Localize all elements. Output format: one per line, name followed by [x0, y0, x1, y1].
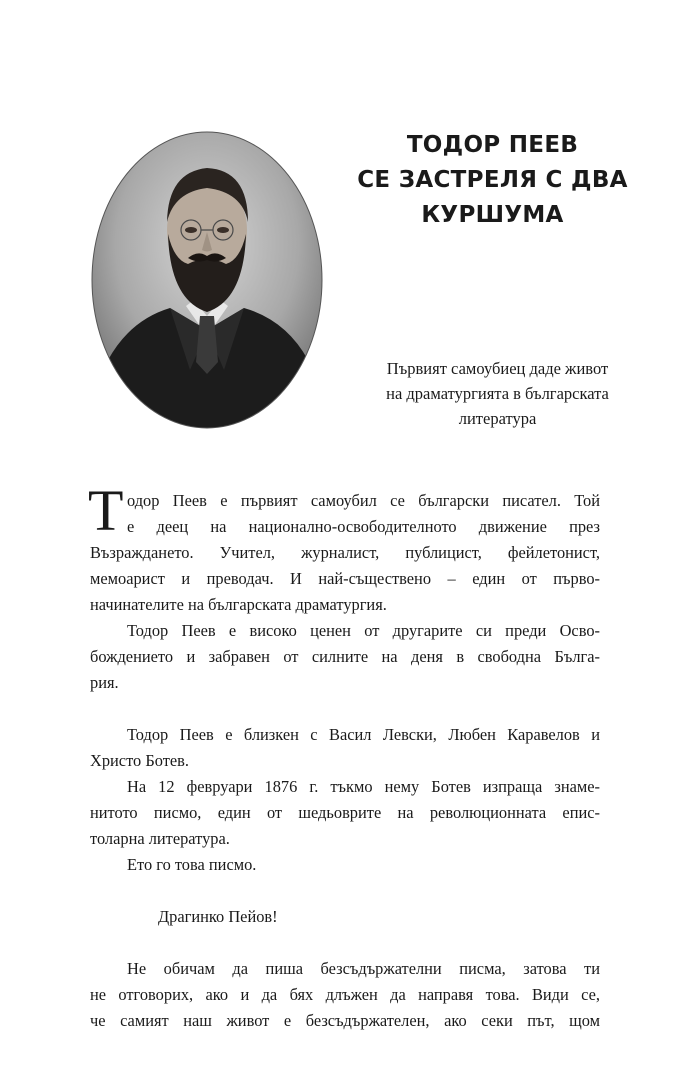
paragraph-line: не отговорих, ако и да бях длъжен да направя това. Види се, — [90, 985, 600, 1004]
chapter-title-line: ТОДОР ПЕЕВ — [406, 132, 579, 158]
paragraph-line: начинателите на българската драматургия. — [90, 595, 387, 614]
paragraph-line: бождението и забравен от силните на деня в свободна Бълга- — [90, 647, 600, 666]
paragraph-line: Не обичам да пиша безсъдържателни писма, затова ти — [127, 959, 600, 978]
paragraph-line: Христо Ботев. — [90, 751, 189, 770]
paragraph-line: Ето го това писмо. — [127, 855, 257, 874]
letter-salutation: Драгинко Пейов! — [158, 907, 278, 926]
chapter-title-line: КУРШУМА — [421, 202, 564, 228]
paragraph-line: че самият наш живот е безсъдържателен, ако секи път, щом — [90, 1011, 600, 1030]
paragraph-line: На 12 февруари 1876 г. тъкмо нему Ботев изпраща знаме- — [127, 777, 600, 796]
paragraph-line: рия. — [90, 673, 119, 692]
chapter-title — [340, 128, 645, 233]
chapter-title-line: СЕ ЗАСТРЕЛЯ С ДВА — [357, 167, 628, 193]
paragraph-line: одор Пеев е първият самоубил се български писател. Той — [127, 491, 600, 510]
paragraph-line: толарна литература. — [90, 829, 230, 848]
drop-cap: Т — [88, 478, 124, 543]
chapter-subtitle-line: на драматургията в българската — [386, 384, 609, 403]
paragraph-line: Възраждането. Учител, журналист, публицист, фейлетонист, — [90, 543, 600, 562]
paragraph-line: Тодор Пеев е близкен с Васил Левски, Любен Каравелов и — [127, 725, 600, 744]
chapter-subtitle-line: литература — [458, 409, 537, 428]
chapter-subtitle-line: Първият самоубиец даде живот — [386, 359, 609, 378]
paragraph-line: Тодор Пеев е високо ценен от другарите си преди Осво- — [127, 621, 600, 640]
paragraph-line: нитото писмо, един от шедьоврите на революционната епис- — [90, 803, 600, 822]
body-text — [88, 478, 600, 1034]
paragraph-line: е деец на национално-освободителното движение през — [127, 517, 600, 536]
paragraph-line: мемоарист и преводач. И най-съществено – един от първо- — [90, 569, 600, 588]
portrait-photo — [90, 130, 324, 430]
chapter-subtitle — [330, 356, 665, 431]
